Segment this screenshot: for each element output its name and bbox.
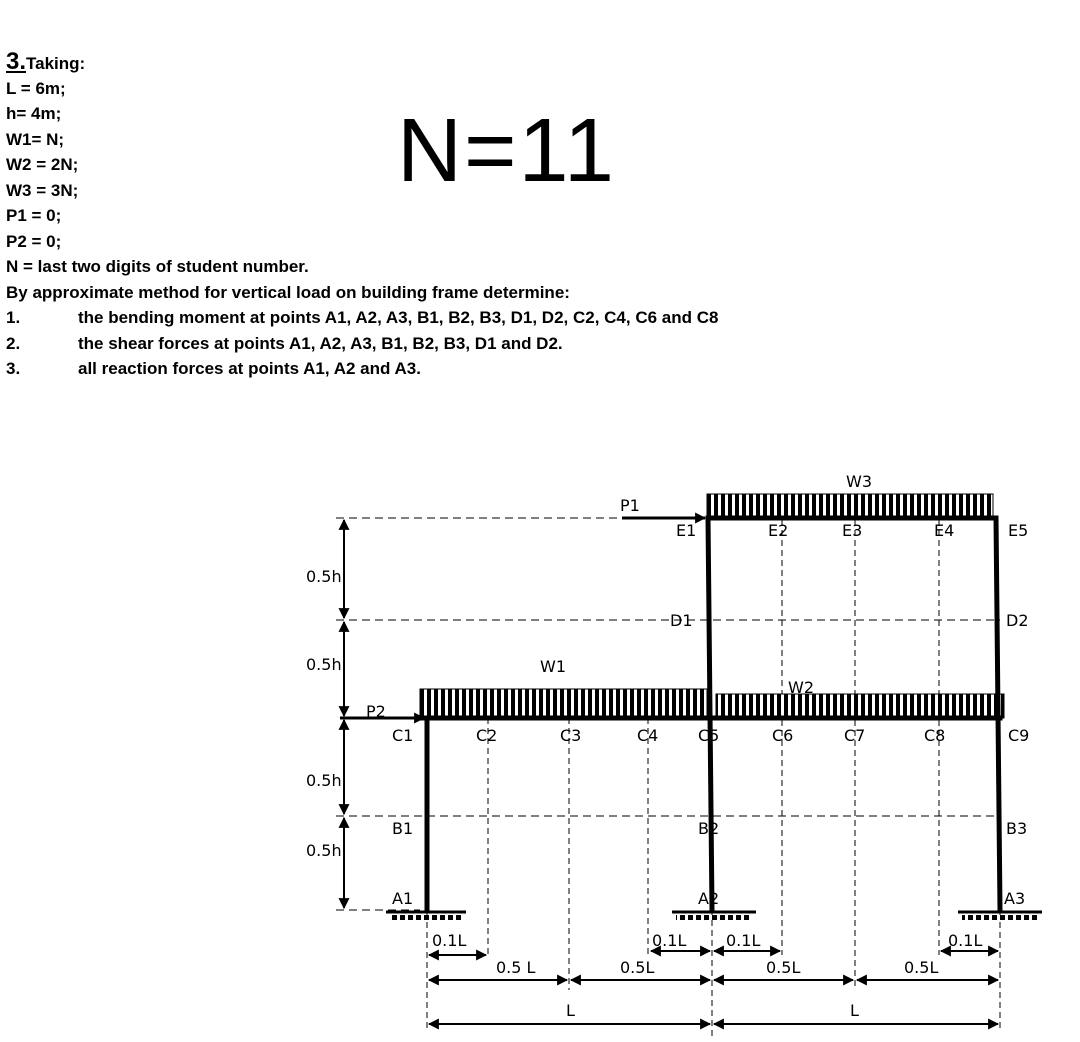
label-e1: E1 — [676, 521, 697, 540]
given-w1: W1= N; — [6, 130, 65, 149]
label-c1: C1 — [392, 726, 414, 745]
given-p2: P2 = 0; — [6, 232, 62, 251]
dim-label-tenth-l-2: 0.1L — [652, 931, 687, 950]
label-d1: D1 — [670, 611, 693, 630]
label-c6: C6 — [772, 726, 794, 745]
load-w2 — [716, 694, 1004, 718]
label-a2: A2 — [698, 889, 720, 908]
dim-label-half-h-1: 0.5h — [306, 567, 342, 586]
given-w2: W2 = 2N; — [6, 155, 79, 174]
column-right — [996, 518, 1000, 910]
task-statement: By approximate method for vertical load on building frame determine: — [6, 283, 570, 302]
given-h: h= 4m; — [6, 104, 62, 123]
label-c5: C5 — [698, 726, 720, 745]
dim-label-half-l-4: 0.5L — [904, 958, 939, 977]
dim-label-half-h-4: 0.5h — [306, 841, 342, 860]
dim-label-tenth-l-3: 0.1L — [726, 931, 761, 950]
task-item-text: the shear forces at points A1, A2, A3, B1, B2, B3, D1 and D2. — [78, 334, 563, 353]
label-b1: B1 — [392, 819, 414, 838]
problem-number: 3. — [6, 48, 27, 75]
dim-label-half-l-3: 0.5L — [766, 958, 801, 977]
given-p1: P1 = 0; — [6, 206, 62, 225]
label-d2: D2 — [1006, 611, 1029, 630]
n-note: N = last two digits of student number. — [6, 257, 309, 276]
label-w2: W2 — [788, 678, 814, 697]
label-p2: P2 — [366, 702, 386, 721]
support-a3-hatch — [962, 915, 1038, 920]
label-a1: A1 — [392, 889, 414, 908]
task-item-number: 2. — [6, 334, 21, 353]
label-b2: B2 — [698, 819, 720, 838]
dim-label-half-h-2: 0.5h — [306, 655, 342, 674]
label-w1: W1 — [540, 657, 566, 676]
load-w3 — [707, 494, 993, 518]
task-item-number: 3. — [6, 359, 21, 378]
problem-heading: Taking: — [26, 54, 86, 73]
load-w1 — [420, 689, 707, 717]
label-c8: C8 — [924, 726, 946, 745]
n-value: N=11 — [397, 101, 616, 201]
dim-label-half-l-2: 0.5L — [620, 958, 655, 977]
dim-label-tenth-l-1: 0.1L — [432, 931, 467, 950]
label-w3: W3 — [846, 472, 872, 491]
given-w3: W3 = 3N; — [6, 181, 79, 200]
column-middle — [708, 518, 712, 910]
label-c7: C7 — [844, 726, 866, 745]
task-item-text: all reaction forces at points A1, A2 and A3. — [78, 359, 421, 378]
label-e5: E5 — [1008, 521, 1029, 540]
dim-label-l-2: L — [850, 1001, 859, 1020]
label-c9: C9 — [1008, 726, 1030, 745]
task-item-text: the bending moment at points A1, A2, A3, B1, B2, B3, D1, D2, C2, C4, C6 and C8 — [78, 308, 719, 327]
label-p1: P1 — [620, 496, 640, 515]
label-e2: E2 — [768, 521, 789, 540]
label-e3: E3 — [842, 521, 863, 540]
label-c2: C2 — [476, 726, 498, 745]
dim-label-tenth-l-4: 0.1L — [948, 931, 983, 950]
label-a3: A3 — [1004, 889, 1026, 908]
given-l: L = 6m; — [6, 79, 66, 98]
label-e4: E4 — [934, 521, 955, 540]
support-a2-hatch — [676, 915, 752, 920]
label-b3: B3 — [1006, 819, 1028, 838]
label-c3: C3 — [560, 726, 582, 745]
support-a1-hatch — [390, 915, 462, 920]
dim-label-l-1: L — [566, 1001, 575, 1020]
dim-label-half-l-1: 0.5 L — [496, 958, 536, 977]
dim-label-half-h-3: 0.5h — [306, 771, 342, 790]
label-c4: C4 — [637, 726, 659, 745]
supports — [386, 912, 1042, 920]
task-item-number: 1. — [6, 308, 21, 327]
